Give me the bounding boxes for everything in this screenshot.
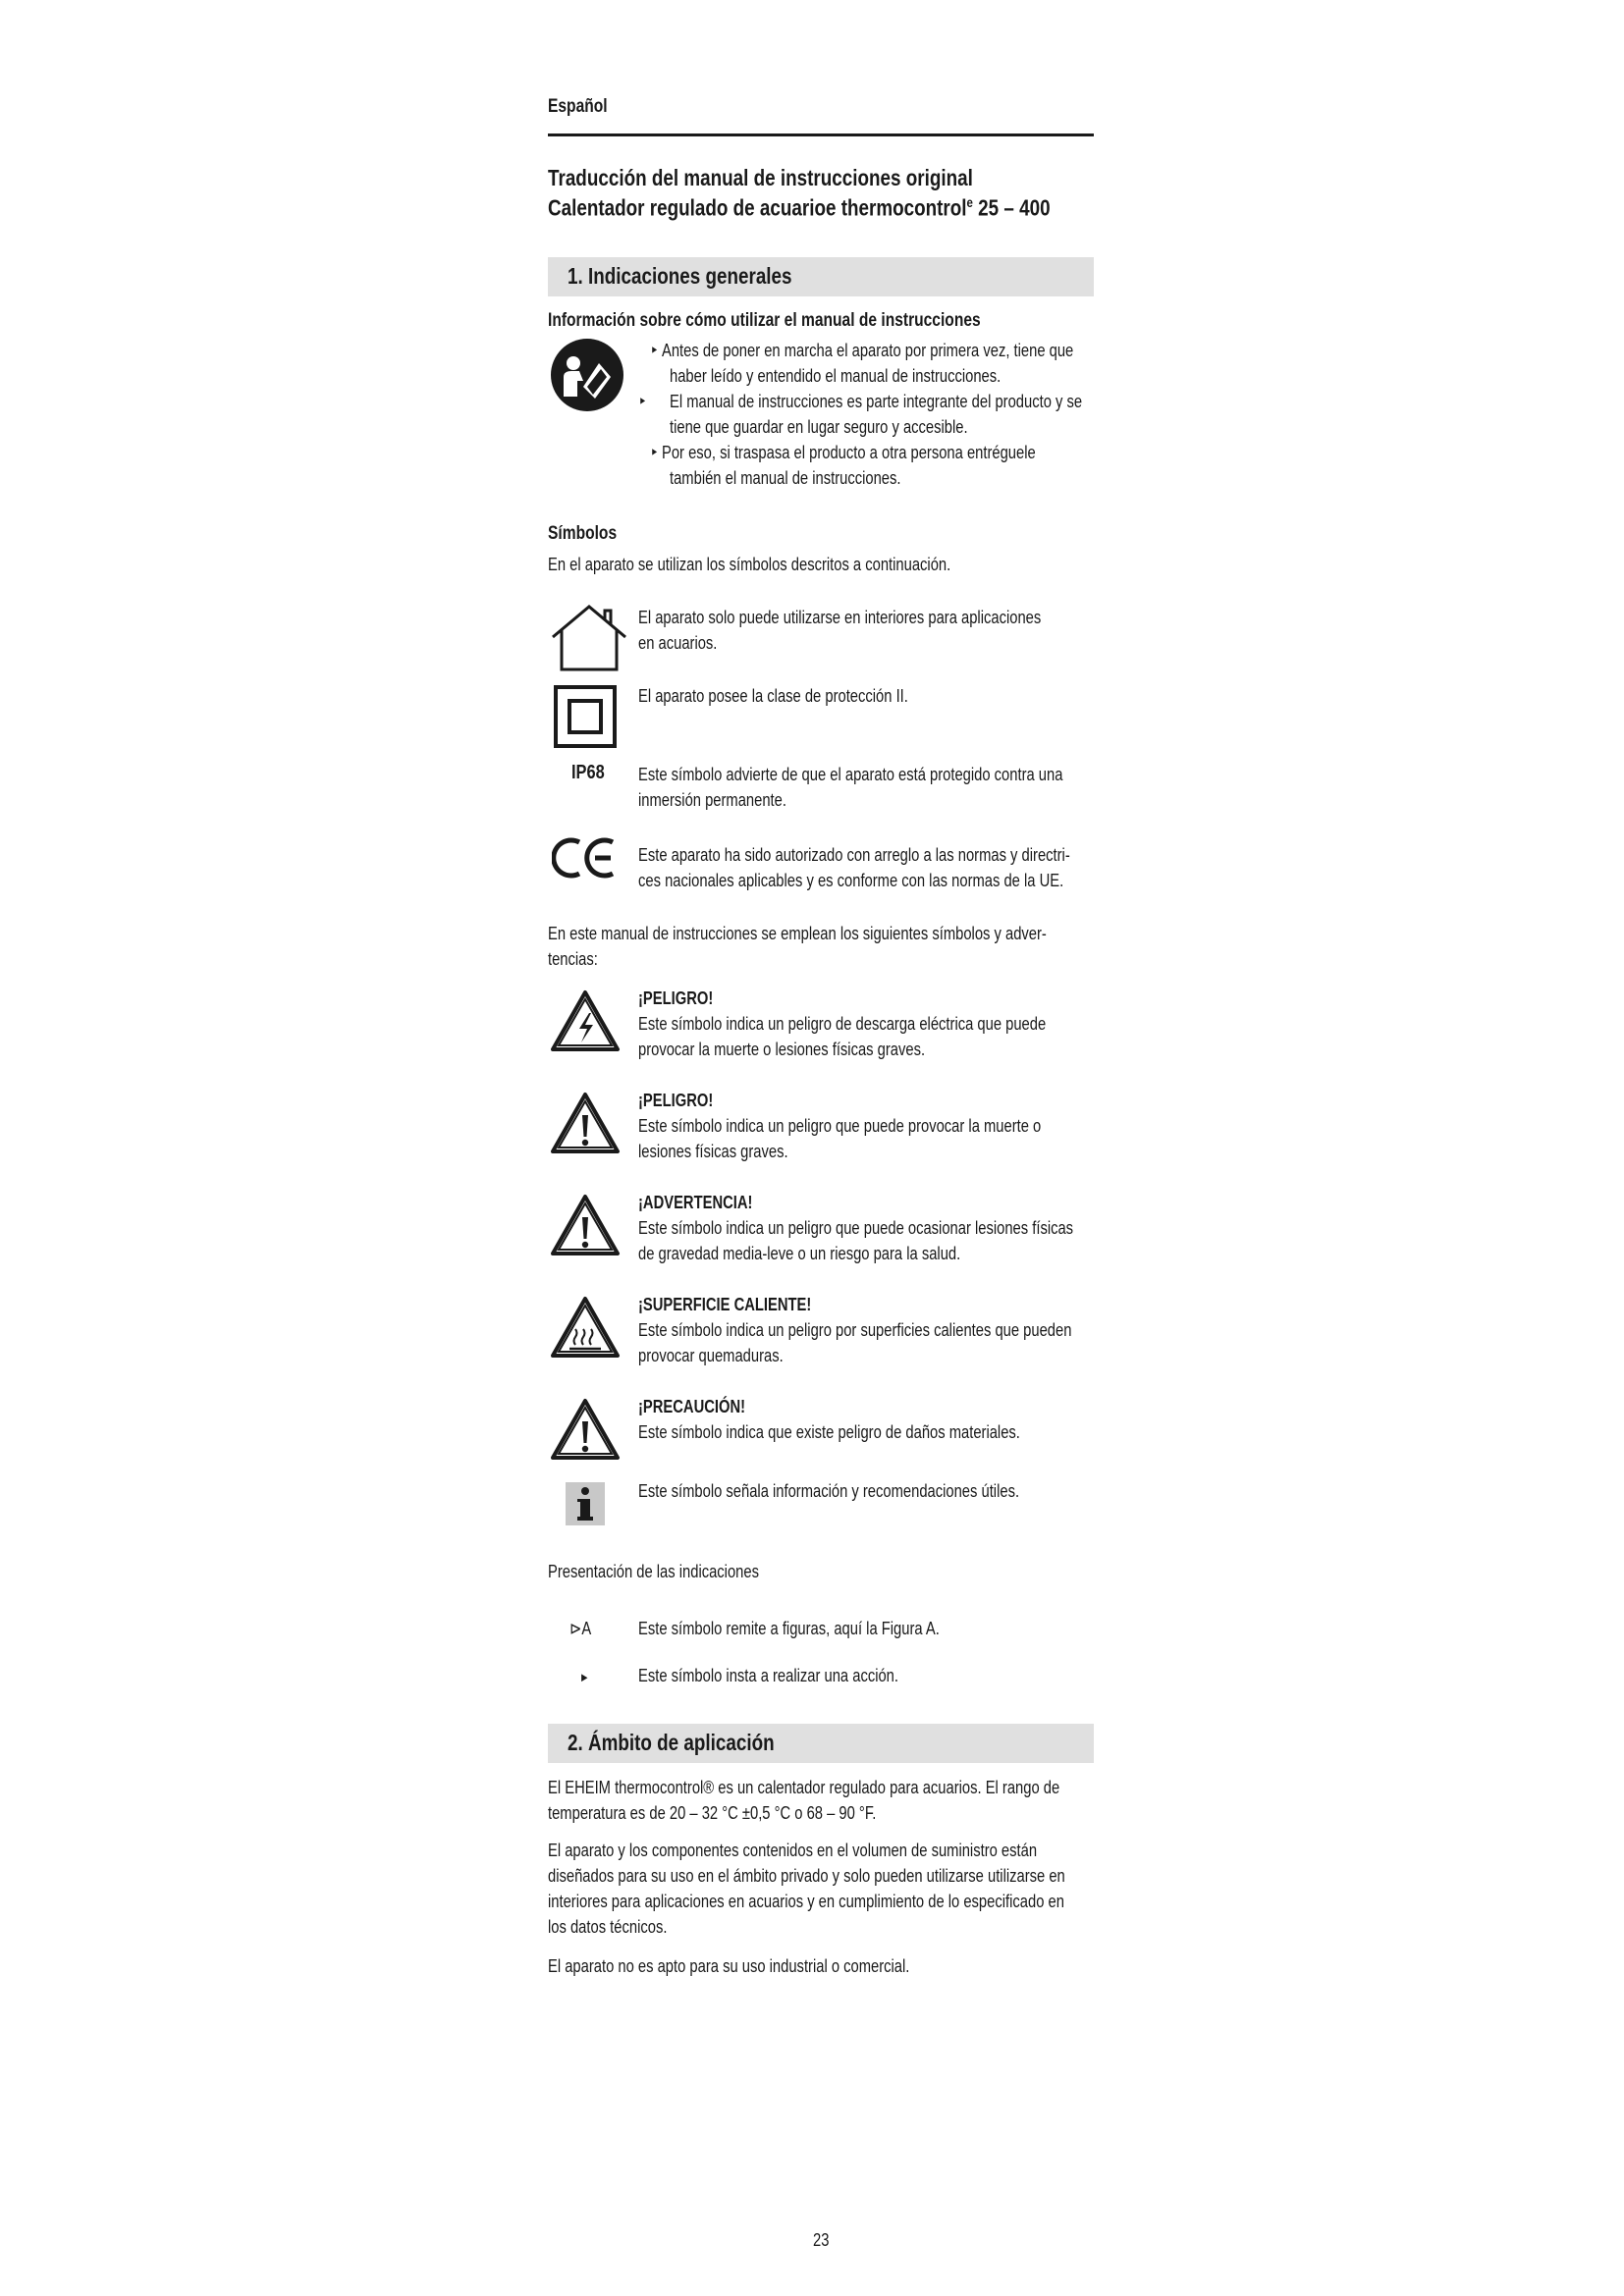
info-symbol-text: Este símbolo señala información y recomendaciones útiles. bbox=[638, 1481, 1020, 1501]
house-icon bbox=[550, 603, 628, 673]
warning-title: ¡ADVERTENCIA! bbox=[638, 1193, 753, 1212]
warning-title: ¡SUPERFICIE CALIENTE! bbox=[638, 1295, 812, 1314]
manual-symbols-intro: En este manual de instrucciones se emplean los siguientes símbolos y adver- bbox=[548, 924, 1047, 943]
language-label: Español bbox=[548, 96, 608, 117]
symbols-heading: Símbolos bbox=[548, 523, 618, 544]
page-number: 23 bbox=[813, 2230, 830, 2250]
document-title-line1: Traducción del manual de instrucciones original bbox=[548, 165, 973, 190]
hot-surface-icon bbox=[550, 1296, 621, 1359]
warning-title: ¡PELIGRO! bbox=[638, 988, 714, 1008]
symbols-intro: En el aparato se utilizan los símbolos descritos a continuación. bbox=[548, 555, 951, 574]
action-text: Este símbolo insta a realizar una acción. bbox=[638, 1666, 899, 1685]
section-2-heading: 2. Ámbito de aplicación bbox=[548, 1724, 1094, 1763]
protection-class-text: El aparato posee la clase de protección II. bbox=[638, 686, 908, 706]
document-title-line2: Calentador regulado de acuarioe thermocontrol$^e$ 25 – 400 bbox=[548, 194, 1051, 221]
bullet-marker: ‣ bbox=[638, 392, 647, 411]
electric-shock-warning-icon bbox=[550, 989, 621, 1052]
figure-reference-symbol: ⊳A bbox=[569, 1619, 592, 1638]
bullet-marker: ‣ bbox=[650, 341, 659, 360]
ip68-label: IP68 bbox=[571, 762, 605, 783]
read-manual-icon bbox=[550, 338, 624, 412]
caution-icon bbox=[550, 1398, 621, 1461]
bullet-marker: ‣ bbox=[650, 443, 659, 462]
ip68-text: Este símbolo advierte de que el aparato está protegido contra una bbox=[638, 765, 1063, 784]
danger-warning-icon bbox=[550, 1092, 621, 1154]
figure-reference-text: Este símbolo remite a figuras, aquí la Figura A. bbox=[638, 1619, 940, 1638]
ce-text: Este aparato ha sido autorizado con arreglo a las normas y directri- bbox=[638, 845, 1070, 865]
section-1-heading: 1. Indicaciones generales bbox=[548, 257, 1094, 296]
info-icon bbox=[566, 1482, 605, 1525]
warning-icon bbox=[550, 1194, 621, 1256]
presentation-heading: Presentación de las indicaciones bbox=[548, 1562, 759, 1581]
warning-title: ¡PELIGRO! bbox=[638, 1091, 714, 1110]
protection-class-ii-icon bbox=[554, 685, 617, 748]
action-arrow-icon: ► bbox=[579, 1670, 590, 1684]
ce-mark-icon bbox=[552, 836, 617, 880]
header-rule bbox=[548, 133, 1094, 136]
info-heading: Información sobre cómo utilizar el manual de instrucciones bbox=[548, 310, 981, 331]
warning-title: ¡PRECAUCIÓN! bbox=[638, 1397, 746, 1416]
house-symbol-text: El aparato solo puede utilizarse en interiores para aplicaciones bbox=[638, 608, 1042, 627]
